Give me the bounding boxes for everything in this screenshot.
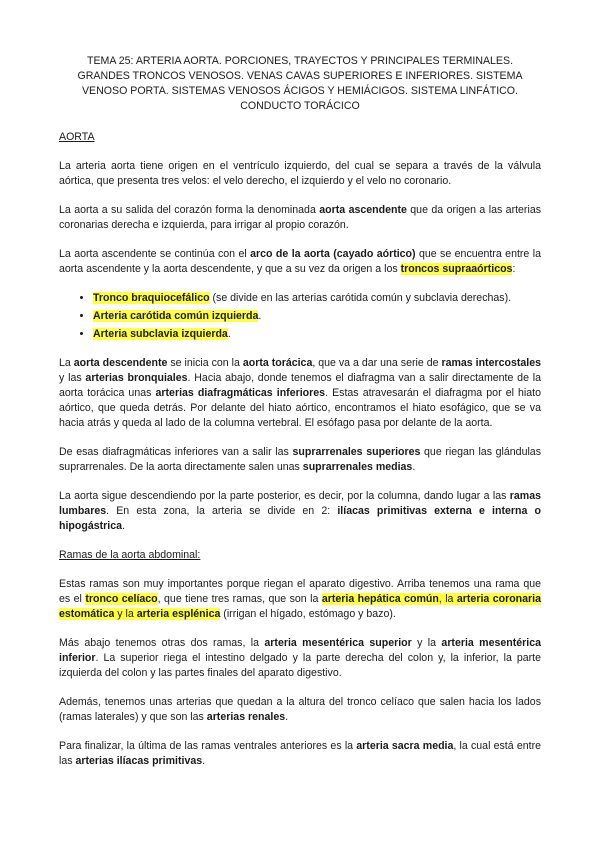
- bold-term: suprarrenales superiores: [292, 446, 421, 458]
- paragraph-mesenteric: [59, 636, 541, 681]
- text: .: [227, 328, 231, 340]
- text: . Hacia abajo, donde tenemos el diafragma van a salir directamente de la aorta torácica unas: [59, 372, 541, 399]
- bold-term: arterias renales: [206, 711, 286, 723]
- text: se inicia con la: [167, 357, 243, 369]
- bold-term: ramas lumbares: [59, 490, 541, 517]
- text: La aorta sigue descendiendo por la parte posterior, es decir, por la columna, dando lugar a las: [59, 490, 510, 502]
- highlighted-term: arteria esplénica: [136, 608, 221, 620]
- highlighted-term: Arteria subclavia izquierda: [93, 328, 228, 340]
- paragraph-descending-aorta: [59, 356, 541, 431]
- highlighted-term: troncos supraaórticos: [400, 263, 513, 275]
- paragraph-ascending-aorta: [59, 203, 541, 233]
- highlighted-term: arteria hepática común: [321, 593, 439, 605]
- bold-term: aorta torácica: [242, 357, 313, 369]
- text: (irrigan el hígado, estómago y bazo).: [220, 608, 396, 620]
- paragraph-celiac-trunk: [59, 577, 541, 622]
- paragraph-lumbar: [59, 489, 541, 534]
- text: , que tiene tres ramas, que son la: [157, 593, 322, 605]
- highlighted-term: arteria coronaria estomática: [59, 593, 542, 620]
- paragraph-renal: [59, 695, 541, 725]
- text: .: [122, 520, 125, 532]
- text: .: [202, 755, 206, 767]
- bold-term: arteria sacra media: [356, 740, 454, 752]
- text: Además, tenemos unas arterias que quedan a la altura del tronco celíaco que salen hacia los lados (ramas laterales) y que son las: [59, 696, 541, 723]
- paragraph-origin: La arteria aorta tiene origen en el ventrículo izquierdo, del cual se separa a través de la válvula aórtica, que presenta tres velos: el velo derecho, el izquierdo y el velo no coronario.: [59, 160, 541, 187]
- text: De esas diafragmáticas inferiores van a salir las: [59, 446, 293, 458]
- subheading-abdominal-branches: Ramas de la aorta abdominal:: [59, 549, 201, 561]
- highlighted-text: y la: [114, 608, 137, 620]
- text: que riegan las glándulas suprarrenales. De la aorta directamente salen unas: [59, 446, 541, 473]
- bold-term: aorta descendente: [73, 357, 168, 369]
- text: Estas ramas son muy importantes porque riegan el aparato digestivo. Arriba tenemos una rama que es el: [59, 578, 541, 605]
- text: :: [512, 263, 516, 275]
- text: . La superior riega el intestino delgado y la parte derecha del colon y, la inferior, la parte izquierda del colon y las partes finales del aparato digestivo.: [59, 652, 541, 679]
- text: .: [412, 461, 416, 473]
- text: La aorta a su salida del corazón forma la denominada: [59, 204, 320, 216]
- paragraph-suprarenal: [59, 445, 541, 475]
- bold-term: arteria mesentérica inferior: [59, 637, 542, 664]
- text: que da origen a las arterias coronarias derecha e izquierda, para irrigar al propio corazón.: [59, 204, 542, 231]
- bold-term: arco de la aorta (cayado aórtico): [250, 248, 416, 260]
- text: Más abajo tenemos otras dos ramas, la: [59, 637, 265, 649]
- bold-term: aorta ascendente: [319, 204, 407, 216]
- text: (se divide en las arterias carótida común y subclavia derechas).: [209, 292, 512, 304]
- bold-term: arterias ilíacas primitivas: [75, 755, 203, 767]
- text: .: [258, 310, 262, 322]
- highlighted-text: , la: [438, 593, 457, 605]
- list-item: [93, 327, 541, 342]
- highlighted-term: tronco celíaco: [85, 593, 158, 605]
- bold-term: arterias bronquiales: [85, 372, 188, 384]
- text: , que va a dar una serie de: [312, 357, 442, 369]
- highlighted-term: Arteria carótida común izquierda: [93, 310, 259, 322]
- text: y las: [59, 372, 86, 384]
- text: , la cual está entre las: [59, 740, 541, 767]
- paragraph-aortic-arch: [59, 247, 541, 277]
- text: . En esta zona, la arteria se divide en 2:: [106, 505, 338, 517]
- highlighted-term: Tronco braquiocefálico: [93, 292, 210, 304]
- bold-term: arterias diafragmáticas inferiores: [155, 387, 326, 399]
- text: . Estas atravesarán el diafragma por el hiato aórtico, que queda detrás. Por delante del hiato aórtico, encontramos el hiato esofágico, que se va hacia atrás y queda al lado de la columna vertebral. El esófago pasa por delante de la aorta.: [59, 387, 542, 429]
- paragraph-sacral: [59, 739, 541, 769]
- text: La: [59, 357, 74, 369]
- text: .: [285, 711, 289, 723]
- document-title: TEMA 25: ARTERIA AORTA. PORCIONES, TRAYECTOS Y PRINCIPALES TERMINALES. GRANDES TRONCOS VENOSOS. VENAS CAVAS SUPERIORES E INFERIORES. SISTEMA VENOSO PORTA. SISTEMAS VENOSOS ÁCIGOS Y HEMIÁCIGOS. SISTEMA LINFÁTICO. CONDUCTO TORÁCICO: [77, 55, 523, 112]
- text: y la: [411, 637, 442, 649]
- supraaortic-trunks-list: [59, 291, 541, 342]
- bold-term: suprarrenales medias: [302, 461, 413, 473]
- bold-term: ramas intercostales: [441, 357, 541, 369]
- text: que se encuentra entre la aorta ascendente y la aorta descendente, y que a su vez da origen a los: [59, 248, 541, 275]
- bold-term: ilíacas primitivas externa e interna o hipogástrica: [59, 505, 541, 532]
- bold-term: arteria mesentérica superior: [264, 637, 412, 649]
- text: La aorta ascendente se continúa con el: [59, 248, 251, 260]
- section-heading-aorta: AORTA: [59, 131, 95, 143]
- text: Para finalizar, la última de las ramas ventrales anteriores es la: [59, 740, 357, 752]
- list-item: [93, 309, 541, 324]
- list-item: [93, 291, 541, 306]
